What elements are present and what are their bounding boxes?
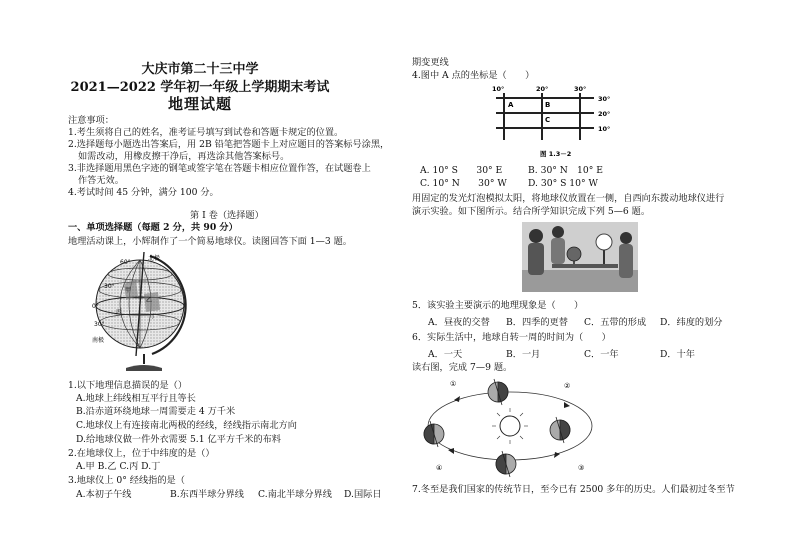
note-item: 1.考生须将自己的姓名，准考证号填写到试卷和答题卡规定的位置。	[68, 127, 344, 138]
question-3-stem: 3.地球仪上 0° 经线指的是（	[68, 475, 185, 486]
passage-intro: 演示实验。如下图所示。结合所学知识完成下列 5—6 题。	[412, 206, 651, 217]
note-item: 如需改动，用橡皮擦干净后，再选涂其他答案标号。	[78, 151, 290, 162]
q4-option: D. 30° S 10° W	[528, 178, 598, 189]
grid-right-label: 10°	[598, 125, 611, 133]
note-item: 2.选择题每小题选出答案后，用 2B 铅笔把答题卡上对应题目的答案标号涂黑，	[68, 139, 390, 150]
orbit-label: ①	[450, 380, 457, 388]
question-1-stem: 1.以下地理信息描误的是（）	[68, 380, 188, 391]
passage-intro: 地理活动课上，小辉制作了一个简易地球仪。读图回答下面 1—3 题。	[68, 236, 352, 247]
q1-option: D.给地球仪做一件外衣需要 5.1 亿平方千米的布料	[76, 434, 281, 445]
grid-right-label: 20°	[598, 110, 611, 118]
question-7-stem: 7.冬至是我们国家的传统节日，至今已有 2500 多年的历史。人们最初过冬至节	[412, 484, 735, 495]
passage-intro: 用固定的发光灯泡模拟太阳，将地球仪放置在一侧，自西向东拨动地球仪进行	[412, 193, 725, 204]
q3-option: A.本初子午线	[76, 489, 132, 500]
q2-options: A.甲 B.乙 C.丙 D.丁	[76, 461, 161, 472]
grid-top-label: 10°	[492, 85, 505, 93]
q6-option: A．一天	[428, 349, 463, 360]
coordinate-grid-figure	[490, 82, 620, 162]
passage-intro: 读右图，完成 7—9 题。	[412, 362, 513, 373]
question-6-stem: 6．实际生活中，地球自转一周的时间为（ ）	[412, 332, 611, 343]
south-pole-label: 南极	[92, 337, 105, 344]
q5-option: C．五带的形成	[584, 317, 647, 328]
experiment-illustration	[522, 222, 638, 292]
q3-option: C.南北半球分界线	[258, 489, 332, 500]
q4-option: A. 10° S 30° E	[420, 165, 503, 176]
q6-option: C．一年	[584, 349, 619, 360]
note-item: 4.考试时间 45 分钟，满分 100 分。	[68, 187, 219, 198]
section-title: 第 I 卷（选择题）	[190, 210, 264, 221]
globe-figure	[78, 250, 208, 375]
q4-option: C. 10° N 30° W	[420, 178, 507, 189]
grid-point-label: B	[545, 101, 551, 109]
q5-option: B．四季的更替	[506, 317, 568, 328]
q1-option: B.沿赤道环绕地球一周需要走 4 万千米	[76, 406, 236, 417]
cell-label: 甲	[125, 287, 132, 294]
lat-label: 30°	[104, 283, 115, 290]
note-item: 作答无效。	[78, 175, 124, 186]
q1-option: C.地球仪上有连接南北两极的经线，经线指示南北方向	[76, 420, 297, 431]
continued-text: 期变更线	[412, 57, 449, 68]
question-4-stem: 4.图中 A 点的坐标是（ ）	[412, 70, 535, 81]
cell-label: 丁	[150, 313, 157, 320]
q5-option: A．昼夜的交替	[428, 317, 490, 328]
lat-label: 60°	[120, 259, 131, 266]
question-5-stem: 5．该实验主要演示的地理现象是（ ）	[412, 300, 584, 311]
grid-right-label: 30°	[598, 95, 611, 103]
q5-option: D．纬度的划分	[660, 317, 723, 328]
earth-orbit-figure	[414, 374, 606, 478]
q6-option: B．一月	[506, 349, 541, 360]
figure-caption: 图 1.3－2	[540, 150, 572, 158]
school-title: 大庆市第二十三中学	[141, 62, 259, 77]
north-pole-label: 北极	[148, 255, 161, 262]
part-title: 一、单项选择题（每题 2 分，共 90 分）	[68, 222, 238, 233]
orbit-label: ④	[436, 464, 443, 472]
cell-label: 丙	[116, 309, 123, 316]
orbit-label: ③	[578, 464, 585, 472]
lat-label: 30°	[94, 321, 105, 328]
grid-point-label: C	[545, 116, 551, 124]
exam-title: 2021—2022 学年初一年级上学期期末考试	[70, 80, 330, 95]
q3-option: B.东西半球分界线	[170, 489, 244, 500]
notes-title: 注意事项：	[68, 115, 114, 126]
question-2-stem: 2.在地球仪上，位于中纬度的是（）	[68, 448, 215, 459]
grid-top-label: 30°	[574, 85, 587, 93]
note-item: 3.非选择题用黑色字迹的钢笔或签字笔在答题卡相应位置作答，在试题卷上	[68, 163, 371, 174]
q3-option: D.国际日	[344, 489, 382, 500]
cell-label: 乙	[146, 297, 153, 304]
orbit-label: ②	[564, 382, 571, 390]
q6-option: D．十年	[660, 349, 695, 360]
lat-label: 0°	[92, 303, 99, 310]
grid-top-label: 20°	[536, 85, 549, 93]
q1-option: A.地球上纬线相互平行且等长	[76, 393, 196, 404]
grid-point-label: A	[508, 101, 514, 109]
q4-option: B. 30° N 10° E	[528, 165, 603, 176]
subject-title: 地理试题	[167, 95, 232, 113]
